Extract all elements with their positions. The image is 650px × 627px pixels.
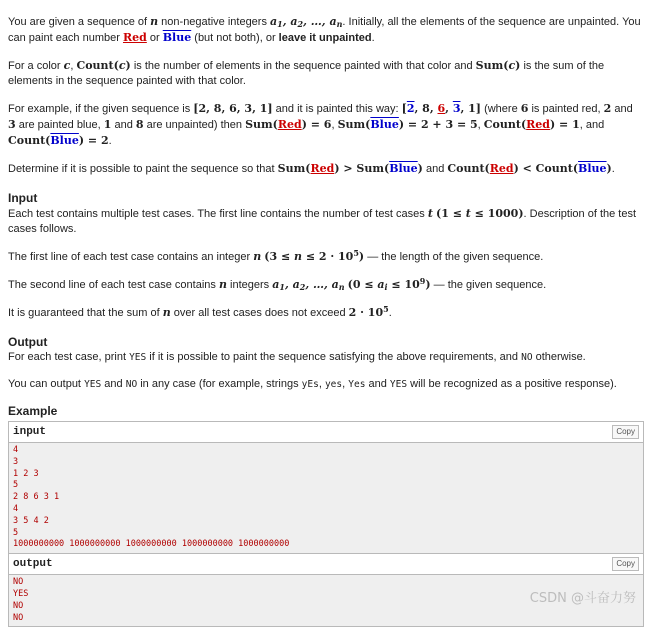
task-paragraph: Determine if it is possible to paint the sequence so that Sum(Red) > Sum(Blue) and Count(Red) < Count(Blue). [8,162,615,175]
output-line-1: For each test case, print YES if it is possible to paint the sequence satisfying the above requirements, and NO otherwise. [8,351,586,363]
example-title: Example [8,404,58,418]
input-line-4: It is guaranteed that the sum of n over all test cases does not exceed $2 \cdot 10^5$. [8,304,392,319]
problem-statement [8,14,642,627]
output-title: Output [8,335,48,349]
copy-input-button[interactable]: Copy [612,425,639,439]
sample-output: NO YES NO NO [9,575,643,626]
input-header [9,422,643,443]
copy-output-button[interactable]: Copy [612,557,639,571]
input-line-2: The first line of each test case contains an integer n $(3 \le n \le 2 \cdot 10^5)$ — the length of the given sequence. [8,248,544,263]
example-paragraph: For example, if the given sequence is [2, 8, 6, 3, 1] and it is painted this way: [2, 8, 6, 3, 1] (where 6 is painted red, 2 and 3 are painted blue, 1 and 8 are unpainted) then Sum(Red) = 6, Sum(Blue) = 2 + 3 = 5, Count(Red) = 1, and Count(Blue) = 2. [8,102,633,147]
input-line-3: The second line of each test case contains n integers $a_1$, $a_2$, …, $a_n$ $(0 \le a_i \le 10^9)$ — the given sequence. [8,276,547,292]
definition-paragraph: For a color c, Count(c) is the number of elements in the sequence painted with that color and Sum(c) is the sum of the elements in the sequence painted with that color. [8,59,605,87]
output-header [9,553,643,575]
sample-input: 4 3 1 2 3 5 2 8 6 3 1 4 3 5 4 2 5 1000000000 1000000000 1000000000 1000000000 1000000000 [9,443,643,553]
output-label: output [13,558,53,571]
intro-paragraph: You are given a sequence of n non-negative integers $a_1$, $a_2$, …, $a_n$. Initially, all the elements of the sequence are unpainted. You can paint each number Red or Blue (but not both), or leave it unpainted. [8,15,641,44]
input-label: input [13,426,47,438]
input-title: Input [8,191,38,205]
watermark: CSDN @斗奋力努 [529,591,636,606]
input-line-1: Each test contains multiple test cases. The first line contains the number of test cases t (1 ≤ t ≤ 1000). Description of the test cases follows. [8,207,637,235]
output-line-2: You can output YES and NO in any case (for example, strings yEs, yes, Yes and YES will be recognized as a positive response). [8,378,617,390]
